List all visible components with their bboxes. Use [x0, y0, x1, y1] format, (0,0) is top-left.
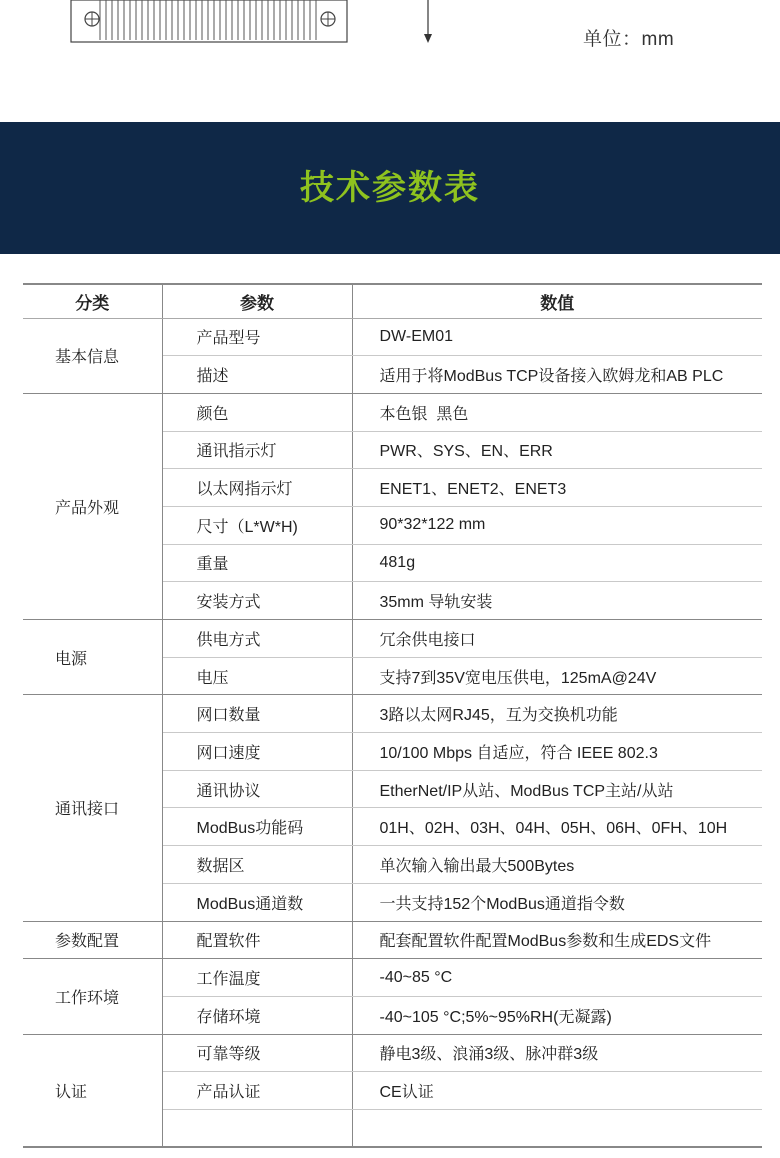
param-cell: 网口数量 — [162, 695, 352, 733]
category-cell: 基本信息 — [23, 318, 162, 393]
value-cell: ENET1、ENET2、ENET3 — [352, 469, 762, 507]
category-cell: 参数配置 — [23, 921, 162, 959]
value-cell: 配套配置软件配置ModBus参数和生成EDS文件 — [352, 921, 762, 959]
param-cell: 重量 — [162, 544, 352, 582]
spec-table — [23, 283, 762, 1148]
value-cell: 01H、02H、03H、04H、05H、06H、0FH、10H — [352, 808, 762, 846]
section-banner — [0, 122, 780, 254]
value-cell: DW-EM01 — [352, 318, 762, 356]
value-cell — [352, 1109, 762, 1147]
param-cell: 网口速度 — [162, 733, 352, 771]
value-cell: 冗余供电接口 — [352, 620, 762, 658]
value-cell: EtherNet/IP从站、ModBus TCP主站/从站 — [352, 770, 762, 808]
param-cell: 可靠等级 — [162, 1034, 352, 1072]
category-cell: 工作环境 — [23, 959, 162, 1034]
category-cell: 通讯接口 — [23, 695, 162, 921]
value-cell: 35mm 导轨安装 — [352, 582, 762, 620]
table-row — [23, 393, 762, 431]
param-cell — [162, 1109, 352, 1147]
header-value: 数值 — [352, 284, 762, 318]
param-cell: 数据区 — [162, 846, 352, 884]
value-cell: PWR、SYS、EN、ERR — [352, 431, 762, 469]
param-cell: 尺寸（L*W*H) — [162, 506, 352, 544]
param-cell: 配置软件 — [162, 921, 352, 959]
value-cell: 单次输入输出最大500Bytes — [352, 846, 762, 884]
table-row — [23, 318, 762, 356]
category-cell: 产品外观 — [23, 393, 162, 619]
param-cell: 以太网指示灯 — [162, 469, 352, 507]
table-header-row — [23, 284, 762, 318]
header-parameter: 参数 — [162, 284, 352, 318]
dimension-drawing — [0, 0, 780, 122]
param-cell: 描述 — [162, 356, 352, 394]
value-cell: 10/100 Mbps 自适应，符合 IEEE 802.3 — [352, 733, 762, 771]
param-cell: 颜色 — [162, 393, 352, 431]
header-category: 分类 — [23, 284, 162, 318]
table-row — [23, 620, 762, 658]
value-cell: -40~85 °C — [352, 959, 762, 997]
value-cell: 一共支持152个ModBus通道指令数 — [352, 883, 762, 921]
value-cell: 支持7到35V宽电压供电，125mA@24V — [352, 657, 762, 695]
value-cell: 3路以太网RJ45，互为交换机功能 — [352, 695, 762, 733]
value-cell: -40~105 °C;5%~95%RH(无凝露) — [352, 996, 762, 1034]
value-cell: 本色银 黑色 — [352, 393, 762, 431]
param-cell: 供电方式 — [162, 620, 352, 658]
table-row — [23, 921, 762, 959]
table-row — [23, 1034, 762, 1072]
param-cell: 产品型号 — [162, 318, 352, 356]
value-cell: 481g — [352, 544, 762, 582]
param-cell: 产品认证 — [162, 1072, 352, 1110]
param-cell: 安装方式 — [162, 582, 352, 620]
dimension-arrow-icon — [420, 0, 436, 46]
value-cell: 静电3级、浪涌3级、脉冲群3级 — [352, 1034, 762, 1072]
param-cell: ModBus功能码 — [162, 808, 352, 846]
param-cell: 工作温度 — [162, 959, 352, 997]
value-cell: 90*32*122 mm — [352, 506, 762, 544]
category-cell: 电源 — [23, 620, 162, 695]
param-cell: 通讯指示灯 — [162, 431, 352, 469]
category-cell: 认证 — [23, 1034, 162, 1147]
param-cell: 通讯协议 — [162, 770, 352, 808]
value-cell: CE认证 — [352, 1072, 762, 1110]
table-row — [23, 959, 762, 997]
param-cell: 电压 — [162, 657, 352, 695]
heatsink-drawing — [70, 0, 350, 44]
unit-label: 单位：mm — [583, 29, 675, 50]
banner-title: 技术参数表 — [300, 169, 480, 207]
param-cell: ModBus通道数 — [162, 883, 352, 921]
param-cell: 存储环境 — [162, 996, 352, 1034]
table-row — [23, 695, 762, 733]
value-cell: 适用于将ModBus TCP设备接入欧姆龙和AB PLC — [352, 356, 762, 394]
